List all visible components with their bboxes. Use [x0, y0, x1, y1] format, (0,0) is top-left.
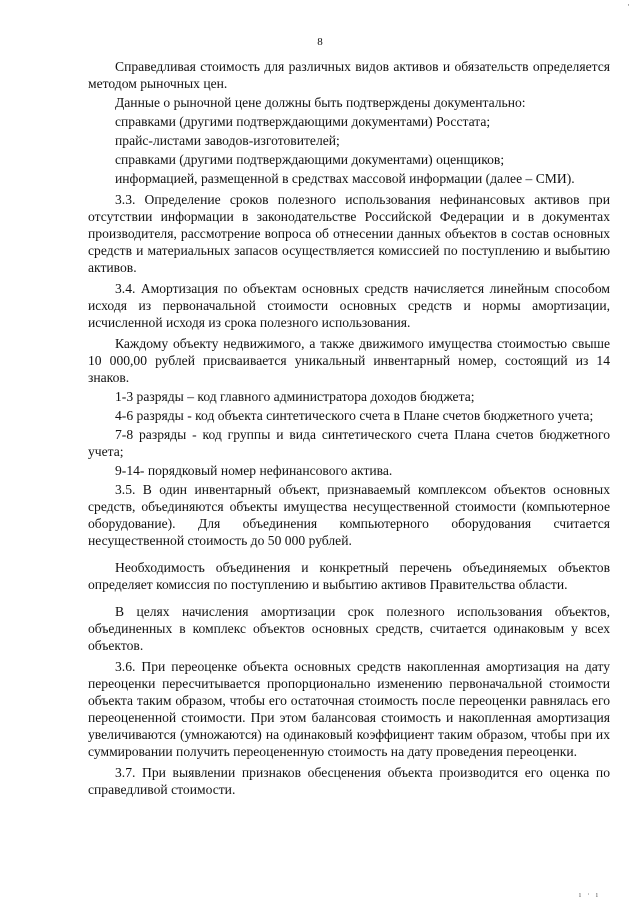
scan-mark: ı · ı: [578, 890, 600, 899]
paragraph: 3.4. Амортизация по объектам основных средств начисляется линейным способом исходя из первоначальной стоимости основных средств и нормы амортизации, исчисленной исходя из срока полезного использования.: [88, 281, 610, 330]
paragraph: 4-6 разряды - код объекта синтетического счета в Плане счетов бюджетного учета;: [115, 408, 594, 423]
paragraph: справками (другими подтверждающими документами) Росстата;: [115, 114, 491, 129]
paragraph: 3.3. Определение сроков полезного использования нефинансовых активов при отсутствии информации в законодательстве Российской Федерации и в документах производителя, рассмотрение вопроса об отнесении данных объектов в состав основных средств и материальных запасов осуществляется комиссией по поступлению и выбытию активов.: [88, 192, 610, 275]
paragraph: Каждому объекту недвижимого, а также движимого имущества стоимостью свыше 10 000,00 рублей присваивается уникальный инвентарный номер, состоящий из 14 знаков.: [88, 336, 610, 385]
corner-mark: ·: [627, 0, 630, 10]
paragraph: Данные о рыночной цене должны быть подтверждены документально:: [115, 95, 526, 110]
paragraph: 9-14- порядковый номер нефинансового актива.: [115, 463, 393, 478]
paragraph: Справедливая стоимость для различных видов активов и обязательств определяется методом рыночных цен.: [88, 59, 610, 91]
document-body: [88, 58, 610, 800]
paragraph: справками (другими подтверждающими документами) оценщиков;: [115, 152, 505, 167]
paragraph: информацией, размещенной в средствах массовой информации (далее – СМИ).: [115, 171, 575, 186]
paragraph: 3.6. При переоценке объекта основных средств накопленная амортизация на дату переоценки пересчитывается пропорционально изменению первоначальной стоимости объекта таким образом, чтобы его остаточная стоимость после переоценки равнялась его переоцененной стоимости. При этом балансовая стоимость и накопленная амортизация увеличиваются (умножаются) на одинаковый коэффициент таким образом, чтобы при их суммировании получить переоцененную стоимость на дату проведения переоценки.: [88, 659, 610, 759]
paragraph: В целях начисления амортизации срок полезного использования объектов, объединенных в комплекс объектов основных средств, считается одинаковым у всех объектов.: [88, 604, 610, 653]
paragraph: 3.5. В один инвентарный объект, признаваемый комплексом объектов основных средств, объединяются объекты имущества несущественной стоимости (компьютерное оборудование). Для объединения компьютерного оборудования считается несущественной стоимость до 50 000 рублей.: [88, 482, 610, 548]
page-number: 8: [317, 36, 323, 48]
paragraph: 7-8 разряды - код группы и вида синтетического счета Плана счетов бюджетного учета;: [88, 427, 610, 459]
paragraph: 1-3 разряды – код главного администратора доходов бюджета;: [115, 389, 475, 404]
paragraph: прайс-листами заводов-изготовителей;: [115, 133, 340, 148]
paragraph: Необходимость объединения и конкретный перечень объединяемых объектов определяет комиссия по поступлению и выбытию активов Правительства области.: [88, 560, 610, 592]
paragraph: 3.7. При выявлении признаков обесценения объекта производится его оценка по справедливой стоимости.: [88, 765, 610, 797]
